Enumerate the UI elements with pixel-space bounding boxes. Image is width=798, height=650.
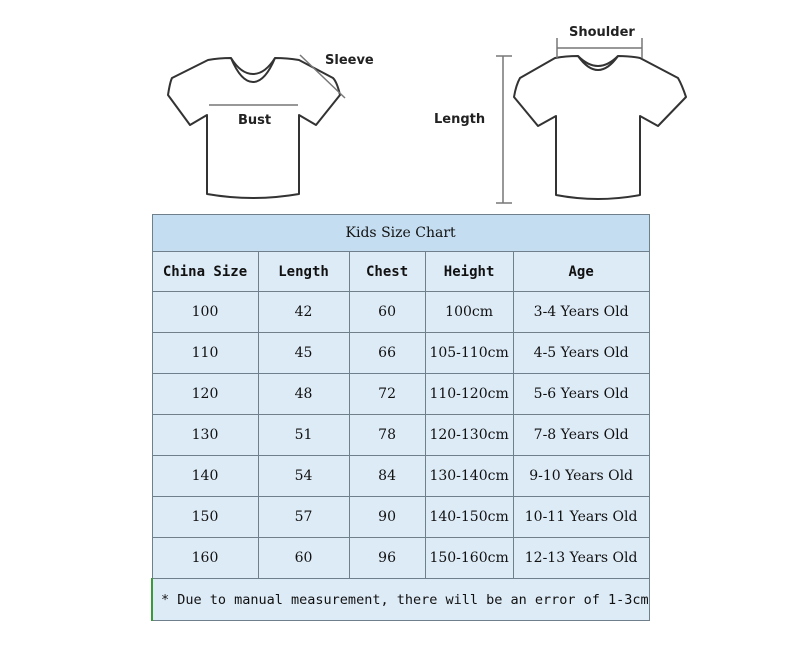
table-row <box>152 456 649 497</box>
cell-china-size: 120 <box>152 374 258 415</box>
cell-height: 150-160cm <box>425 538 513 579</box>
table-row <box>152 415 649 456</box>
table-row <box>152 538 649 579</box>
cell-age: 3-4 Years Old <box>513 292 649 333</box>
cell-chest: 90 <box>349 497 425 538</box>
cell-chest: 96 <box>349 538 425 579</box>
cell-height: 130-140cm <box>425 456 513 497</box>
cell-china-size: 100 <box>152 292 258 333</box>
cell-chest: 66 <box>349 333 425 374</box>
table-row <box>152 333 649 374</box>
table-title-row <box>152 215 649 252</box>
cell-chest: 72 <box>349 374 425 415</box>
cell-length: 42 <box>258 292 349 333</box>
cell-chest: 60 <box>349 292 425 333</box>
cell-height: 100cm <box>425 292 513 333</box>
cell-height: 120-130cm <box>425 415 513 456</box>
cell-length: 57 <box>258 497 349 538</box>
cell-length: 60 <box>258 538 349 579</box>
shoulder-label: Shoulder <box>569 25 635 40</box>
measurement-note: * Due to manual measurement, there will be an error of 1-3cm <box>152 579 649 621</box>
cell-age: 9-10 Years Old <box>513 456 649 497</box>
cell-china-size: 130 <box>152 415 258 456</box>
header-chest: Chest <box>349 252 425 292</box>
cell-china-size: 110 <box>152 333 258 374</box>
table-note-row <box>152 579 649 621</box>
table-header-row <box>152 252 649 292</box>
cell-length: 48 <box>258 374 349 415</box>
header-age: Age <box>513 252 649 292</box>
cell-chest: 78 <box>349 415 425 456</box>
cell-height: 110-120cm <box>425 374 513 415</box>
sleeve-label: Sleeve <box>325 53 374 68</box>
cell-age: 12-13 Years Old <box>513 538 649 579</box>
table-row <box>152 292 649 333</box>
cell-height: 105-110cm <box>425 333 513 374</box>
size-chart-table <box>151 214 650 621</box>
header-height: Height <box>425 252 513 292</box>
right-tshirt-icon <box>514 56 686 199</box>
cell-age: 5-6 Years Old <box>513 374 649 415</box>
table-title: Kids Size Chart <box>152 215 649 252</box>
header-china-size: China Size <box>152 252 258 292</box>
table-row <box>152 497 649 538</box>
cell-length: 51 <box>258 415 349 456</box>
bust-label: Bust <box>238 113 272 128</box>
cell-length: 45 <box>258 333 349 374</box>
length-label: Length <box>434 112 486 127</box>
cell-age: 4-5 Years Old <box>513 333 649 374</box>
header-length: Length <box>258 252 349 292</box>
table-row <box>152 374 649 415</box>
cell-china-size: 160 <box>152 538 258 579</box>
left-tshirt-icon <box>168 58 340 198</box>
cell-age: 10-11 Years Old <box>513 497 649 538</box>
cell-chest: 84 <box>349 456 425 497</box>
cell-height: 140-150cm <box>425 497 513 538</box>
cell-age: 7-8 Years Old <box>513 415 649 456</box>
cell-length: 54 <box>258 456 349 497</box>
tshirt-measurement-diagram <box>0 0 798 215</box>
cell-china-size: 150 <box>152 497 258 538</box>
cell-china-size: 140 <box>152 456 258 497</box>
